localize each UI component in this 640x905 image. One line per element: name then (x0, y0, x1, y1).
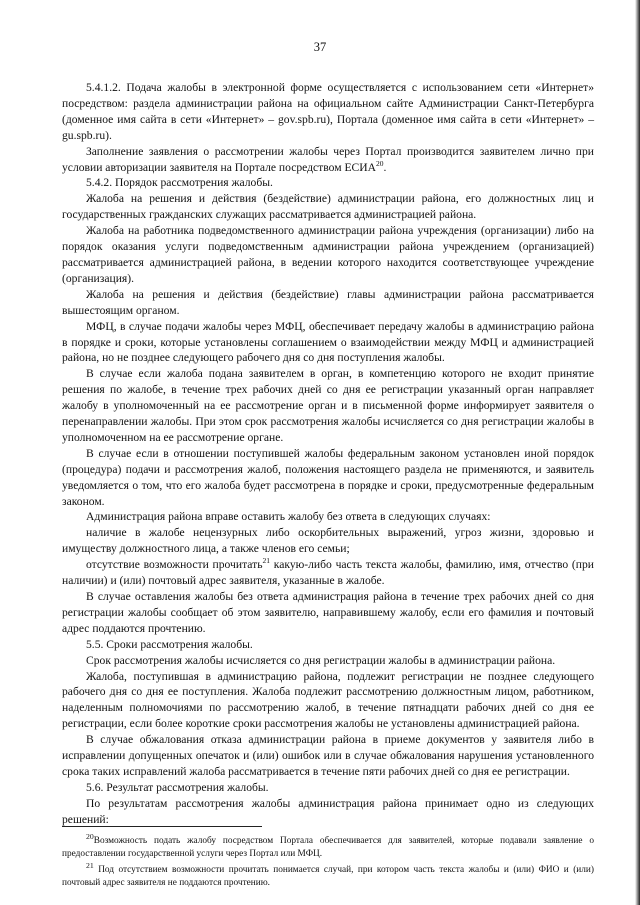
paragraph-refusal-appeal: В случае обжалования отказа администрации района в приеме документов у заявителя либо в исправлении допущенных опечаток и (или) ошибок или в случае обжалования нарушения установленного срока таких исправлений жалоба рассматривается в течение пяти рабочих дней со дня ее регистрации. (62, 733, 594, 778)
list-item: наличие в жалобе нецензурных либо оскорбительных выражений, угроз жизни, здоровью и имуществу должностного лица, а также членов его семьи; (62, 526, 594, 556)
section-heading-5-6: 5.6. Результат рассмотрения жалобы. (86, 780, 269, 794)
footnote-text: Под отсутствием возможности прочитать понимается случай, при котором часть текста жалобы и (или) ФИО и (или) почтовый адрес заявителя не поддаются прочтению. (62, 865, 594, 888)
paragraph-end: . (383, 160, 387, 174)
section-heading-5-5: 5.5. Сроки рассмотрения жалобы. (86, 637, 253, 651)
page-number: 37 (313, 40, 327, 54)
paragraph-no-answer-notice: В случае оставления жалобы без ответа администрация района в течение трех рабочих дней со дня регистрации жалобы сообщает об этом заявителю, направившему жалобу, если его фамилия и почтовый адрес поддаются прочтению. (62, 590, 594, 635)
scan-edge-shadow (635, 0, 640, 905)
paragraph-complaint-district: Жалоба на решения и действия (бездействие) администрации района, его должностных лиц и государственных гражданских служащих рассматривается администрацией района. (62, 192, 594, 222)
no-answer-cases-list (62, 525, 594, 589)
paragraph-mfc: МФЦ, в случае подачи жалобы через МФЦ, обеспечивает передачу жалобы в администрацию района в порядке и сроки, которые установлены соглашением о взаимодействии между МФЦ и администрацией района, но не позднее следующего рабочего дня со дня поступления жалобы. (62, 319, 594, 365)
paragraph-text: Заполнение заявления о рассмотрении жалобы через Портал производится заявителем лично при условии авторизации заявителя на Портале посредством ЕСИА (62, 144, 594, 174)
list-item-text: отсутствие возможности прочитать (86, 558, 263, 572)
paragraph-wrong-authority: В случае если жалоба подана заявителем в орган, в компетенцию которого не входит принятие решения по жалобе, в течение трех рабочих дней со дня ее регистрации указанный орган направляет жалобу в уполномоченный на ее рассмотрение орган и в письменной форме информирует заявителя о перенаправлении жалобы. При этом срок рассмотрения жалобы исчисляется со дня регистрации жалобы в уполномоченном на ее рассмотрение органе. (62, 367, 594, 444)
paragraph-5-4-1-2: 5.4.1.2. Подача жалобы в электронной форме осуществляется с использованием сети «Интернет» посредством: раздела администрации района на официальном сайте Администрации Санкт-Петербурга (доменное имя сайта в сети «Интернет» – gov.spb.ru), Портала (доменное имя сайта в сети «Интернет» – gu.spb.ru). (62, 81, 594, 142)
list-item-rest: какую-либо часть текста жалобы, фамилию, имя, отчество (при наличии) и (или) почтовый адрес заявителя, указанные в жалобе. (62, 558, 594, 588)
footnote-number: 21 (86, 861, 94, 871)
paragraph-decisions: По результатам рассмотрения жалобы администрация района принимает одно из следующих решений: (62, 796, 594, 826)
footnote-20 (62, 831, 594, 860)
footnote-ref-20[interactable]: 20 (376, 158, 384, 168)
paragraph-complaint-worker: Жалоба на работника подведомственного администрации района учреждения (организации) либо на порядок оказания услуги подведомственным администрации района учреждением (организацией) рассматривается администрацией района, в ведении которого находится соответствующее учреждение (организация). (62, 224, 594, 285)
footnote-ref-21[interactable]: 21 (262, 556, 270, 566)
document-body (62, 80, 594, 828)
paragraph-registration: Жалоба, поступившая в администрацию района, подлежит регистрации не позднее следующего рабочего дня со дня ее поступления. Жалоба подлежит рассмотрению должностным лицом, работником, наделенным полномочиями по рассмотрению жалоб, в течение пятнадцати рабочих дней со дня ее регистрации, если более короткие сроки рассмотрения жалобы не установлены администрацией района. (62, 669, 594, 731)
footnotes (62, 831, 594, 890)
paragraph-complaint-head: Жалоба на решения и действия (бездействие) главы администрации района рассматривается вышестоящим органом. (62, 287, 594, 317)
paragraph-no-answer-cases: Администрация района вправе оставить жалобу без ответа в следующих случаях: (86, 510, 491, 524)
paragraph-portal-application (62, 144, 594, 176)
paragraph-federal-law: В случае если в отношении поступившей жалобы федеральным законом установлен иной порядок (процедура) подачи и рассмотрения жалоб, положения настоящего раздела не применяются, и заявитель уведомляется о том, что его жалоба будет рассмотрена в порядке и сроки, предусмотренные федеральным законом. (62, 446, 594, 508)
section-heading-5-4-2: 5.4.2. Порядок рассмотрения жалобы. (86, 176, 273, 190)
footnote-divider (62, 826, 262, 827)
paragraph-term-start: Срок рассмотрения жалобы исчисляется со дня регистрации жалобы в администрации района. (86, 653, 556, 667)
footnote-21 (62, 860, 594, 889)
list-item (62, 557, 594, 589)
footnote-text: Возможность подать жалобу посредством Портала обеспечивается для заявителей, которые подавали заявление о предоставлении государственной услуги через Портал или МФЦ. (62, 836, 594, 859)
footnote-number: 20 (86, 832, 94, 841)
